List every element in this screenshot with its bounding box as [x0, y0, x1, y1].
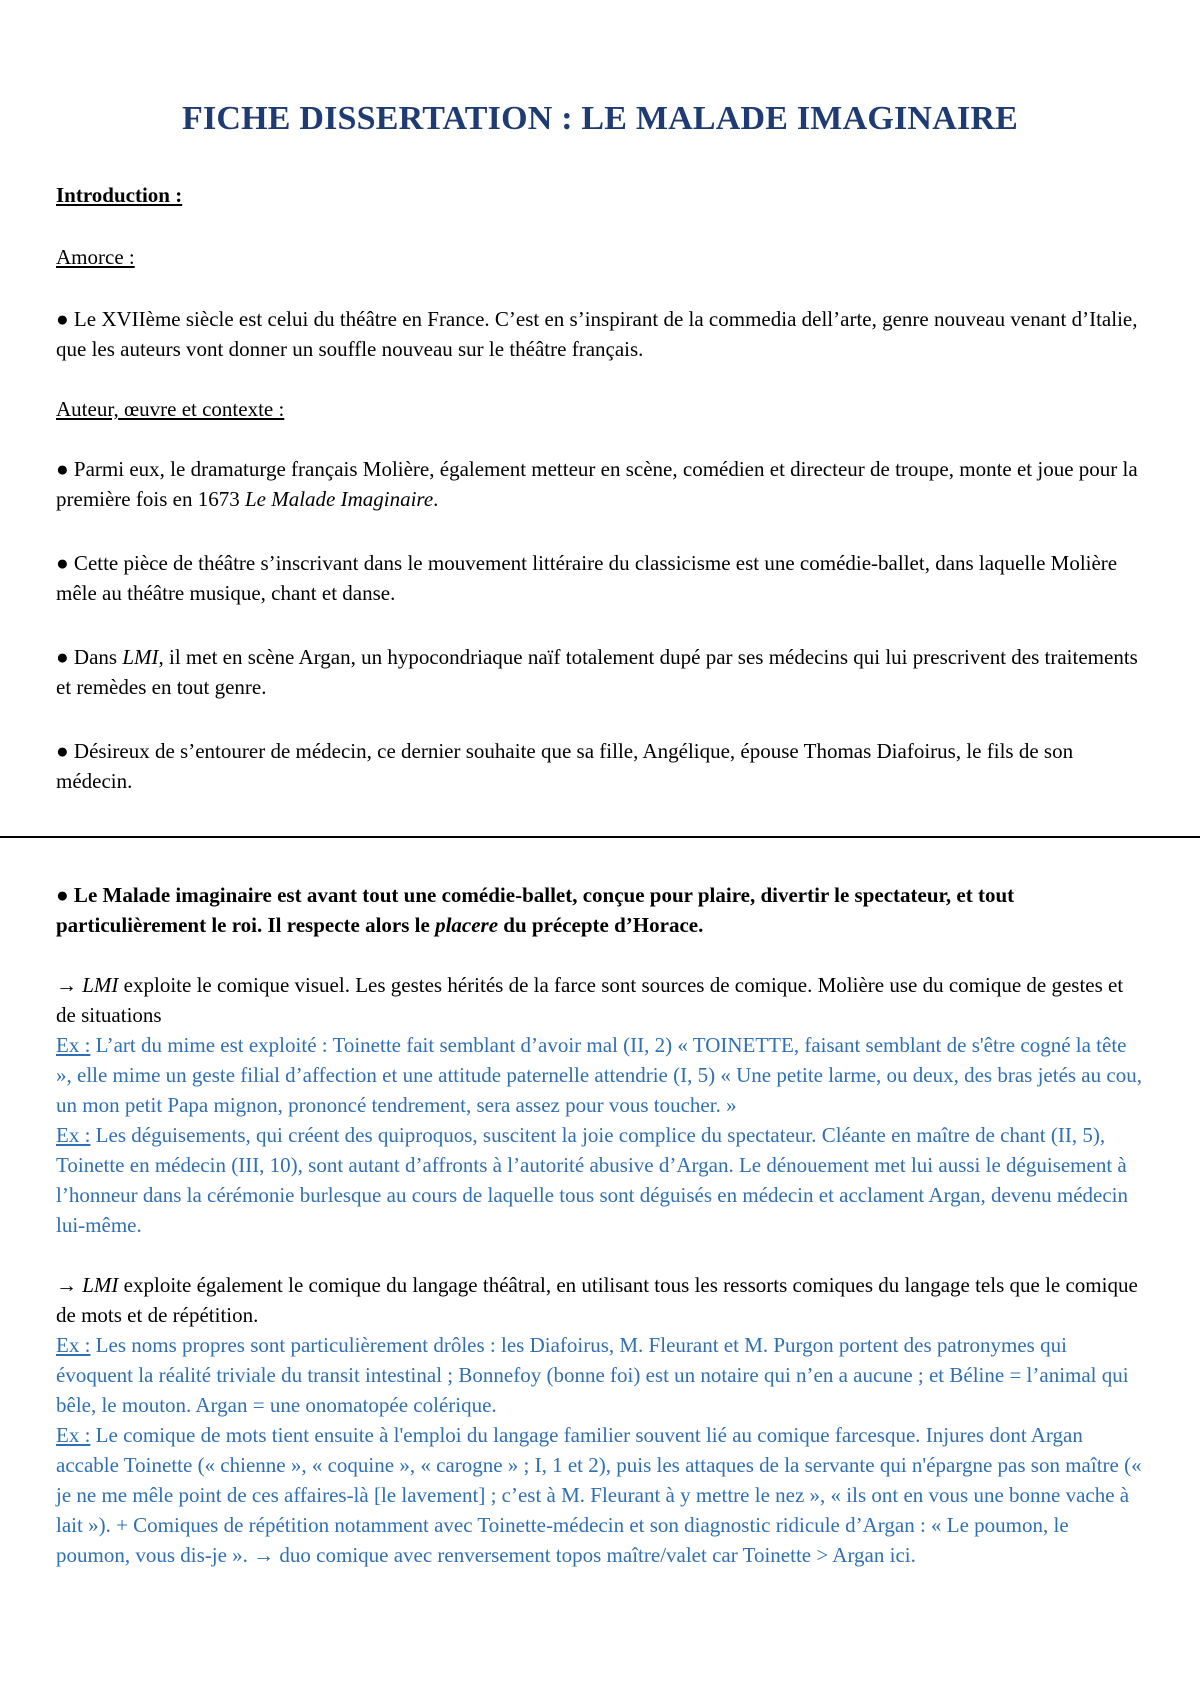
part1-thesis-italic: placere	[435, 913, 499, 937]
intro-bullet-1-suffix: .	[433, 487, 439, 511]
example-4	[56, 1420, 1146, 1570]
example-4-label: Ex :	[56, 1423, 91, 1447]
part1-thesis-suffix: du précepte d’Horace.	[498, 913, 704, 937]
example-2	[56, 1120, 1146, 1240]
argument-1-italic: LMI	[82, 973, 119, 997]
intro-bullet-1-prefix: ● Parmi eux, le dramaturge français Molière, également metteur en scène, comédien et directeur de troupe, monte et joue pour la première fois en 1673	[56, 457, 1138, 511]
argument-1-text: exploite le comique visuel. Les gestes hérités de la farce sont sources de comique. Molière use du comique de gestes et de situations	[56, 973, 1124, 1027]
part1-thesis-prefix: ● Le Malade imaginaire est avant tout une comédie-ballet, conçue pour plaire, divertir le spectateur, et tout particulièrement le roi. Il respecte alors le	[56, 883, 1015, 937]
argument-1-arrow: →	[56, 973, 83, 997]
intro-bullet-4: ● Désireux de s’entourer de médecin, ce dernier souhaite que sa fille, Angélique, épouse Thomas Diafoirus, le fils de son médecin.	[56, 739, 1074, 793]
argument-2-arrow: →	[56, 1273, 83, 1297]
example-1-text: L’art du mime est exploité : Toinette fait semblant d’avoir mal (II, 2) « TOINETTE, faisant semblant de s'être cogné la tête », elle mime un geste filial d’affection et une attitude paternelle attendrie (I, 5) « Une petite larme, ou deux, des bras jetés au cou, un mon petit Papa mignon, prononcé tendrement, sera assez pour vous toucher. »	[56, 1033, 1142, 1117]
intro-bullet-3-prefix: ● Dans	[56, 645, 123, 669]
example-3-label: Ex :	[56, 1333, 91, 1357]
amorce-label: Amorce :	[56, 245, 135, 269]
auteur-label: Auteur, œuvre et contexte :	[56, 397, 285, 421]
example-3-text: Les noms propres sont particulièrement drôles : les Diafoirus, M. Fleurant et M. Purgon portent des patronymes qui évoquent la réalité triviale du transit intestinal ; Bonnefoy (bonne foi) est un notaire qui n’en a aucune ; et Béline = l’animal qui bêle, le mouton. Argan = une onomatopée colérique.	[56, 1333, 1129, 1417]
introduction-heading: Introduction :	[56, 183, 183, 207]
intro-bullet-2: ● Cette pièce de théâtre s’inscrivant dans le mouvement littéraire du classicisme est une comédie-ballet, dans laquelle Molière mêle au théâtre musique, chant et danse.	[56, 551, 1118, 605]
intro-bullet-1	[56, 454, 1146, 514]
part1-thesis	[56, 880, 1146, 940]
example-1-label: Ex :	[56, 1033, 91, 1057]
introduction-section	[56, 180, 1146, 796]
example-4-text: Le comique de mots tient ensuite à l'emploi du langage familier souvent lié au comique farcesque. Injures dont Argan accable Toinette (« chienne », « coquine », « carogne » ; I, 1 et 2), puis les attaques de la servante qui n'épargne pas son maître (« je ne me mêle point de ces affaires-là [le lavement] ; c’est à M. Fleurant à y mettre le nez », « ils ont en vous une bonne vache à lait »). + Comiques de répétition notamment avec Toinette-médecin et son diagnostic ridicule d’Argan : « Le poumon, le poumon, vous dis-je ». → duo comique avec renversement topos maître/valet car Toinette > Argan ici.	[56, 1423, 1142, 1567]
section-divider	[0, 836, 1200, 838]
argument-2-italic: LMI	[82, 1273, 119, 1297]
intro-bullet-3-suffix: , il met en scène Argan, un hypocondriaque naïf totalement dupé par ses médecins qui lui prescrivent des traitements et remèdes en tout genre.	[56, 645, 1138, 699]
amorce-paragraph: ● Le XVIIème siècle est celui du théâtre en France. C’est en s’inspirant de la commedia dell’arte, genre nouveau venant d’Italie, que les auteurs vont donner un souffle nouveau sur le théâtre français.	[56, 307, 1138, 361]
part1-section	[56, 880, 1146, 1570]
example-2-label: Ex :	[56, 1123, 91, 1147]
example-3	[56, 1330, 1146, 1420]
example-2-text: Les déguisements, qui créent des quiproquos, suscitent la joie complice du spectateur. Cléante en maître de chant (II, 5), Toinette en médecin (III, 10), sont autant d’affronts à l’autorité abusive d’Argan. Le dénouement met lui aussi le déguisement à l’honneur dans la cérémonie burlesque au cours de laquelle tous sont déguisés en médecin et acclament Argan, devenu médecin lui-même.	[56, 1123, 1128, 1237]
example-1	[56, 1030, 1146, 1120]
document-title: FICHE DISSERTATION : LE MALADE IMAGINAIRE	[181, 100, 1019, 137]
argument-2	[56, 1270, 1146, 1330]
intro-bullet-1-title: Le Malade Imaginaire	[244, 487, 434, 511]
argument-1	[56, 970, 1146, 1030]
argument-2-text: exploite également le comique du langage théâtral, en utilisant tous les ressorts comiques du langage tels que le comique de mots et de répétition.	[56, 1273, 1138, 1327]
intro-bullet-3	[56, 642, 1146, 702]
intro-bullet-3-title: LMI	[122, 645, 159, 669]
